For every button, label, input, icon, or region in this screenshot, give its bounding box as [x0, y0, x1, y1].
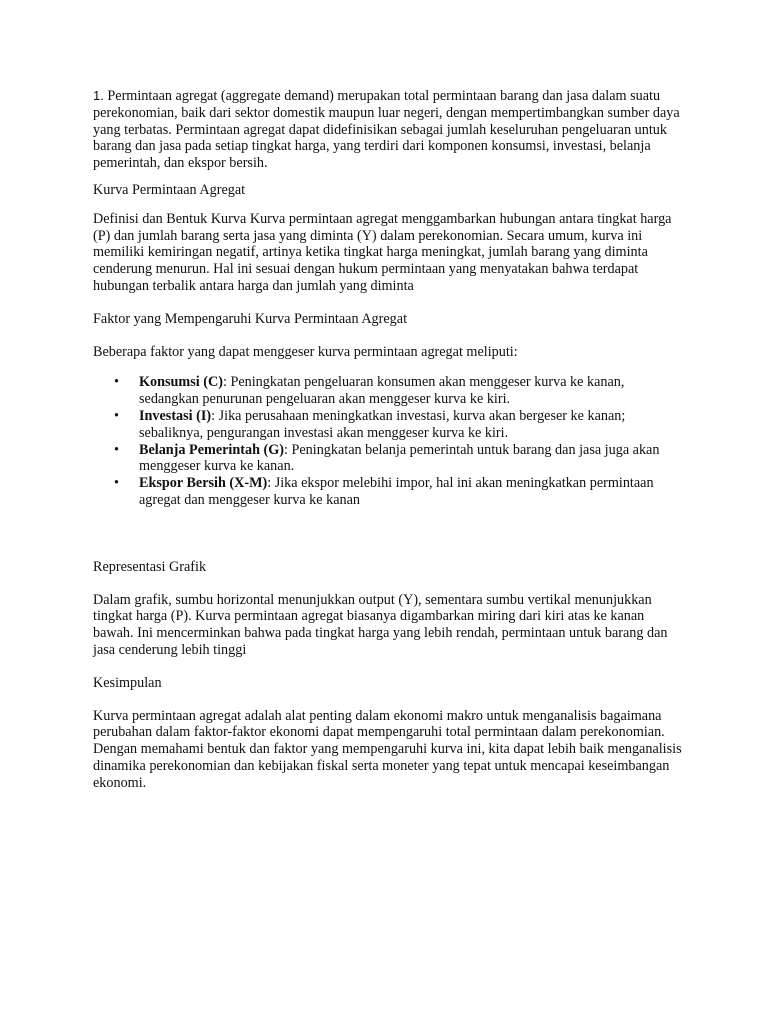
list-item-ekspor-bersih [114, 475, 683, 509]
intro-number: 1. [93, 88, 104, 103]
bullet-icon: • [114, 374, 119, 391]
paragraph-kesimpulan: Kurva permintaan agregat adalah alat penting dalam ekonomi makro untuk menganalisis bagaimana perubahan dalam faktor-faktor ekonomi dapat mempengaruhi total permintaan dalam perekonomian. Dengan memahami bentuk dan faktor yang mempengaruhi kurva ini, kita dapat lebih baik menganalisis dinamika perekonomian dan kebijakan fiskal serta moneter yang tepat untuk mencapai keseimbangan ekonomi. [93, 707, 682, 791]
factor-desc: : Jika ekspor melebihi impor, hal ini akan meningkatkan permintaan agregat dan menggeser kurva ke kanan [139, 475, 654, 508]
paragraph-definisi: Definisi dan Bentuk Kurva Kurva permintaan agregat menggambarkan hubungan antara tingkat harga (P) dan jumlah barang serta jasa yang diminta (Y) dalam perekonomian. Secara umum, kurva ini memiliki kemiringan negatif, artinya ketika tingkat harga meningkat, jumlah barang yang diminta cenderung menurun. Hal ini sesuai dengan hukum permintaan yang menyatakan bahwa terdapat hubungan terbalik antara harga dan jumlah yang diminta [93, 210, 672, 294]
bullet-icon: • [114, 475, 119, 492]
heading-kesimpulan: Kesimpulan [93, 674, 162, 691]
bullet-icon: • [114, 407, 119, 424]
paragraph-faktor-lead: Beberapa faktor yang dapat menggeser kurva permintaan agregat meliputi: [93, 343, 518, 360]
factor-desc: : Peningkatan belanja pemerintah untuk barang dan jasa juga akan menggeser kurva ke kanan. [139, 441, 660, 475]
list-item-investasi [114, 407, 683, 442]
factor-term: Ekspor Bersih (X-M) [139, 475, 268, 492]
list-item-belanja-pemerintah [114, 441, 683, 476]
list-item-konsumsi [114, 374, 683, 408]
bullet-icon: • [114, 441, 119, 458]
paragraph-grafik: Dalam grafik, sumbu horizontal menunjukkan output (Y), sementara sumbu vertikal menunjukkan tingkat harga (P). Kurva permintaan agregat biasanya digambarkan miring dari kiri atas ke kanan bawah. Ini mencerminkan bahwa pada tingkat harga yang lebih rendah, permintaan untuk barang dan jasa cenderung lebih tinggi [93, 591, 668, 658]
intro-text: Permintaan agregat (aggregate demand) merupakan total permintaan barang dan jasa dalam suatu perekonomian, baik dari sektor domestik maupun luar negeri, dengan mempertimbangkan sumber daya yang terbatas. Permintaan agregat dapat didefinisikan sebagai jumlah keseluruhan pengeluaran untuk barang dan jasa pada setiap tingkat harga, yang terdiri dari komponen konsumsi, investasi, belanja pemerintah, dan ekspor bersih. [93, 88, 680, 172]
heading-kurva-permintaan: Kurva Permintaan Agregat [93, 181, 246, 198]
document-page [93, 88, 683, 792]
heading-faktor: Faktor yang Mempengaruhi Kurva Permintaan Agregat [93, 310, 408, 327]
factor-term: Belanja Pemerintah (G) [139, 441, 284, 458]
factor-desc: : Jika perusahaan meningkatkan investasi, kurva akan bergeser ke kanan; sebaliknya, pengurangan investasi akan menggeser kurva ke kiri. [139, 407, 626, 441]
factor-term: Konsumsi (C) [139, 374, 223, 391]
factor-desc: : Peningkatan pengeluaran konsumen akan menggeser kurva ke kanan, sedangkan penurunan pengeluaran akan menggeser kurva ke kiri. [139, 374, 625, 408]
factor-term: Investasi (I) [139, 407, 212, 424]
intro-paragraph [93, 88, 683, 172]
factor-list [93, 374, 683, 508]
heading-representasi-grafik: Representasi Grafik [93, 558, 207, 575]
